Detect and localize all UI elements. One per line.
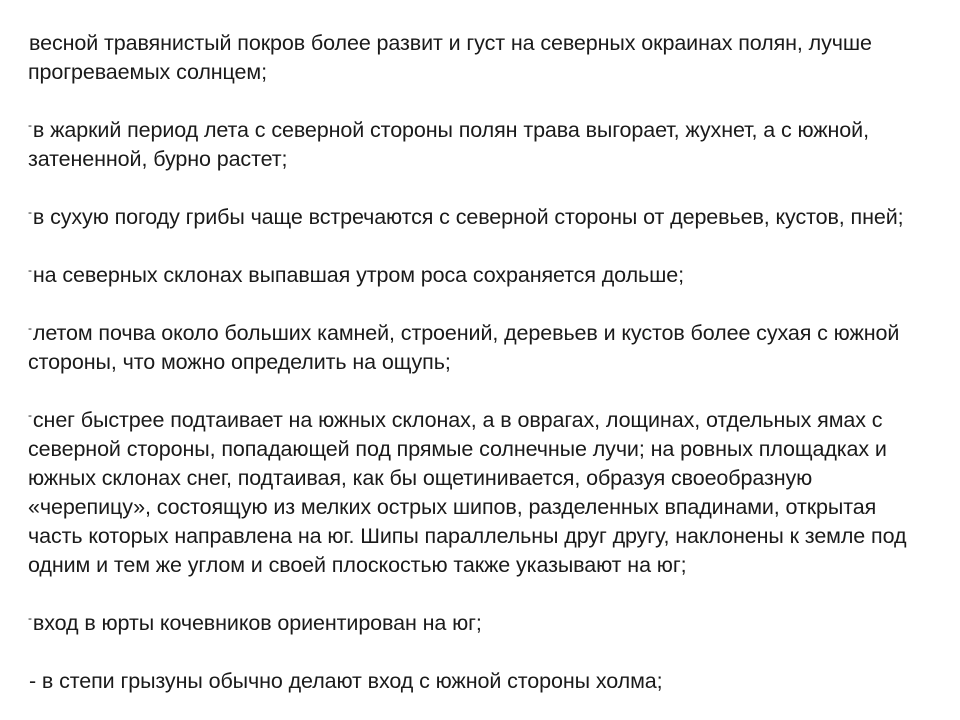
bullet-marker: - — [28, 118, 32, 132]
paragraph-text: в сухую погоду грибы чаще встречаются с северной стороны от деревьев, кустов, пней; — [32, 205, 904, 229]
bullet-marker: - — [28, 321, 32, 335]
bullet-marker: - — [28, 205, 32, 219]
paragraph — [28, 256, 920, 290]
paragraph — [28, 604, 920, 638]
bullet-marker: - — [28, 611, 32, 625]
bullet-marker: - — [28, 263, 32, 277]
paragraph — [28, 198, 920, 232]
paragraph — [28, 401, 920, 580]
paragraph-text: - в степи грызуны обычно делают вход с южной стороны холма; — [29, 669, 663, 693]
paragraph-text: весной травянистый покров более развит и густ на северных окраинах полян, лучше прогреваемых солнцем; — [28, 31, 872, 84]
paragraph-text: летом почва около больших камней, строений, деревьев и кустов более сухая с южной стороны, что можно определить на ощупь; — [28, 321, 900, 374]
paragraph — [28, 314, 920, 377]
paragraph-text: снег быстрее подтаивает на южных склонах, а в оврагах, лощинах, отдельных ямах с северной стороны, попадающей под прямые солнечные лучи; на ровных площадках и южных склонах снег, подтаивая, как бы ощетинивается, образуя своеобразную «черепицу», состоящую из мелких острых шипов, разделенных впадинами, открытая часть которых направлена на юг. Шипы параллельны друг другу, наклонены к земле под одним и тем же углом и своей плоскостью также указывают на юг; — [28, 408, 907, 577]
paragraph-text: в жаркий период лета с северной стороны полян трава выгорает, жухнет, а с южной, затененной, бурно растет; — [28, 118, 869, 171]
paragraph-text: вход в юрты кочевников ориентирован на юг; — [32, 611, 482, 635]
paragraph-text: на северных склонах выпавшая утром роса сохраняется дольше; — [32, 263, 684, 287]
paragraph — [28, 662, 920, 696]
paragraph — [28, 111, 920, 174]
bullet-marker: - — [28, 408, 32, 422]
paragraph — [28, 24, 920, 87]
